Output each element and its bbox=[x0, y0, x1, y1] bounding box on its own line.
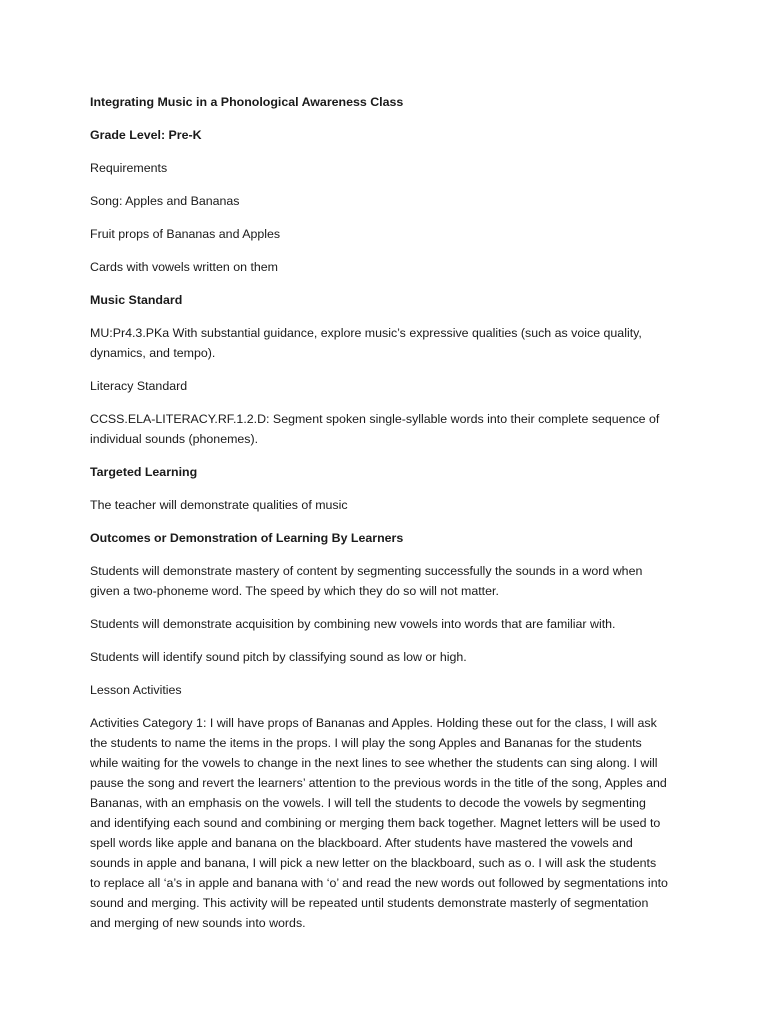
targeted-learning-heading: Targeted Learning bbox=[90, 465, 198, 479]
targeted-learning-text: The teacher will demonstrate qualities of music bbox=[90, 498, 348, 512]
requirements-heading: Requirements bbox=[90, 161, 168, 175]
outcome-item: Students will identify sound pitch by classifying sound as low or high. bbox=[90, 650, 467, 664]
outcomes-heading: Outcomes or Demonstration of Learning By Learners bbox=[90, 531, 404, 545]
requirement-item: Song: Apples and Bananas bbox=[90, 194, 240, 208]
music-standard-heading: Music Standard bbox=[90, 293, 183, 307]
document-title: Integrating Music in a Phonological Awareness Class bbox=[90, 95, 404, 109]
music-standard-text: MU:Pr4.3.PKa With substantial guidance, explore music’s expressive qualities (such as voice quality, dynamics, and tempo). bbox=[90, 326, 642, 360]
literacy-standard-heading: Literacy Standard bbox=[90, 379, 188, 393]
outcome-item: Students will demonstrate mastery of content by segmenting successfully the sounds in a word when given a two-phoneme word. The speed by which they do so will not matter. bbox=[90, 564, 643, 598]
grade-level: Grade Level: Pre-K bbox=[90, 128, 202, 142]
outcome-item: Students will demonstrate acquisition by combining new vowels into words that are familiar with. bbox=[90, 617, 616, 631]
requirement-item: Fruit props of Bananas and Apples bbox=[90, 227, 281, 241]
literacy-standard-text: CCSS.ELA-LITERACY.RF.1.2.D: Segment spoken single-syllable words into their complete sequence of individual sounds (phonemes). bbox=[90, 412, 660, 446]
requirement-item: Cards with vowels written on them bbox=[90, 260, 278, 274]
activities-category-1: Activities Category 1: I will have props of Bananas and Apples. Holding these out for the class, I will ask the students to name the items in the props. I will play the song Apples and Bananas for the students while waiting for the vowels to change in the next lines to see whether the students can sing along. I will pause the song and revert the learners’ attention to the previous words in the title of the song, Apples and Bananas, with an emphasis on the vowels. I will tell the students to decode the vowels by segmenting and identifying each sound and combining or merging them back together. Magnet letters will be used to spell words like apple and banana on the blackboard. After students have mastered the vowels and sounds in apple and banana, I will pick a new letter on the blackboard, such as o. I will ask the students to replace all ‘a’s in apple and banana with ‘o’ and read the new words out followed by segmentations into sound and merging. This activity will be repeated until students demonstrate masterly of segmentation and merging of new sounds into words. bbox=[90, 716, 668, 930]
lesson-activities-heading: Lesson Activities bbox=[90, 683, 182, 697]
